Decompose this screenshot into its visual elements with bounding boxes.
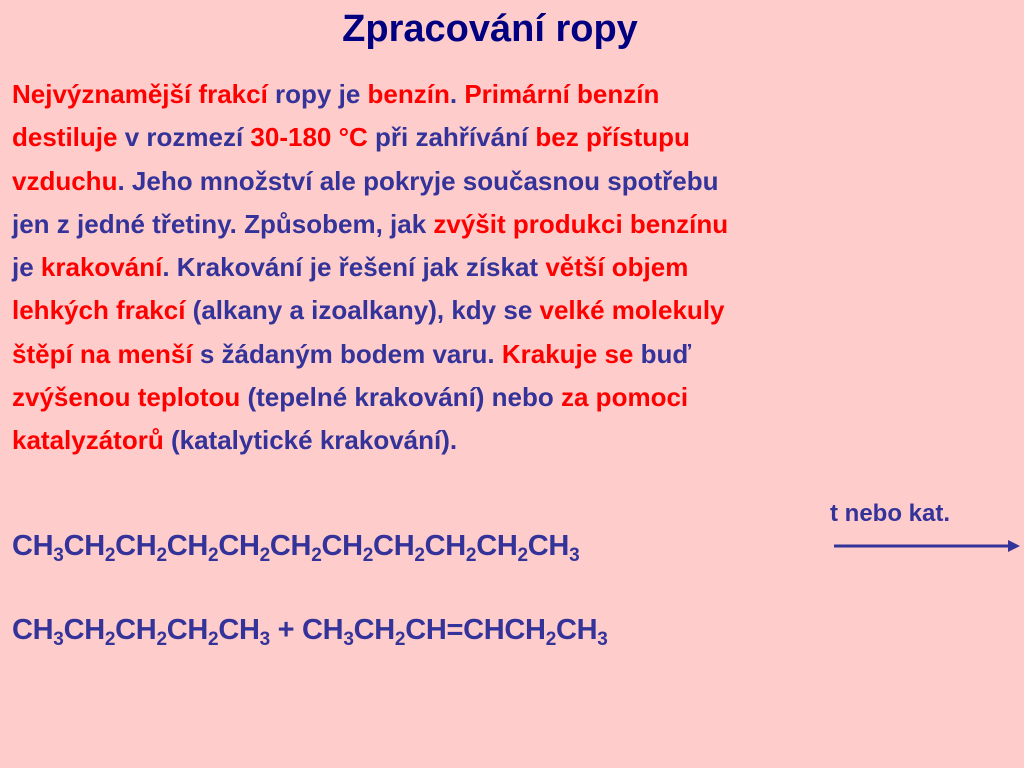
formula-subscript: 2 [394,629,406,650]
body-text: . [449,79,465,109]
paragraph-line [12,419,1017,462]
highlighted-text: zvýšenou teplotou [12,382,241,413]
slide-title: Zpracování ropy [342,8,638,50]
reactant-formula [12,530,580,566]
formula-subscript: 2 [362,545,374,566]
highlighted-text: velké molekuly [539,295,725,326]
formula-subscript: 3 [53,629,64,650]
paragraph-line [12,116,1017,159]
formula-text: CH [321,530,363,562]
body-text: (alkany a izoalkany), kdy se [185,295,540,326]
formula-text: CH=CHCH [405,614,546,646]
formula-text: CH [373,530,415,562]
body-text: při zahřívání [367,122,536,153]
products-formula [12,614,608,650]
body-text: . Jeho množství ale pokryje současnou spotřebu [117,165,719,196]
body-text: ropy je [267,79,368,109]
formula-subscript: 3 [569,545,580,566]
formula-subscript: 2 [465,545,477,566]
formula-text: CH [476,530,518,562]
body-text: je [12,252,41,283]
formula-text: CH [218,614,260,646]
paragraph-line [12,203,1017,246]
highlighted-text: Primární benzín [464,79,660,109]
formula-subscript: 2 [414,545,425,566]
formula-subscript: 2 [104,629,116,650]
arrow-head [1008,540,1020,552]
formula-text: + CH [269,614,344,646]
reaction-condition-label: t nebo kat. [830,500,951,527]
highlighted-text: větší objem [545,252,689,283]
formula-text: CH [115,530,157,562]
formula-subscript: 2 [208,629,219,650]
formula-text: CH [12,530,54,562]
body-text: s žádaným bodem varu. [192,338,502,369]
formula-subscript: 2 [208,545,219,566]
highlighted-text: štěpí na menší [12,338,193,369]
formula-text: CH [555,614,598,646]
highlighted-text: 30-180 °C [250,122,368,153]
reaction-arrow-group [830,500,1020,560]
body-text: v rozmezí [117,122,251,153]
formula-subscript: 2 [545,629,556,650]
body-text: (katalytické krakování). [163,425,458,456]
formula-text: CH [166,614,209,646]
body-text: . Krakování je řešení jak získat [162,252,546,283]
highlighted-text: katalyzátorů [12,425,164,456]
formula-subscript: 3 [343,629,354,650]
formula-text: CH [527,530,570,562]
formula-text: CH [424,530,466,562]
formula-text: CH [218,530,260,562]
formula-subscript: 2 [104,545,116,566]
formula-text: CH [63,530,105,562]
paragraph-line [12,73,1017,116]
formula-subscript: 2 [259,545,270,566]
highlighted-text: Nejvýznamější frakcí [12,79,268,109]
formula-subscript: 2 [156,545,167,566]
highlighted-text: krakování [40,252,163,283]
highlighted-text: vzduchu [12,165,118,196]
formula-text: CH [166,530,209,562]
highlighted-text: bez přístupu [535,122,690,153]
formula-subscript: 3 [597,629,608,650]
highlighted-text: lehkých frakcí [12,295,186,326]
body-text: jen z jedné třetiny. Způsobem, jak [12,208,434,239]
formula-subscript: 2 [156,629,167,650]
formula-text: CH [353,614,395,646]
formula-text: CH [115,614,157,646]
formula-subscript: 3 [53,545,64,566]
body-text: (tepelné krakování) nebo [240,382,561,413]
formula-text: CH [63,614,105,646]
highlighted-text: benzín [367,79,450,109]
reaction-arrow-icon [830,536,1020,556]
paragraph-line [12,333,1017,376]
formula-text: CH [269,530,312,562]
formula-subscript: 3 [259,629,270,650]
paragraph-line [12,376,1017,419]
body-paragraph [12,73,1017,463]
highlighted-text: zvýšit produkci benzínu [433,208,729,239]
formula-subscript: 2 [311,545,322,566]
formula-subscript: 2 [517,545,528,566]
highlighted-text: Krakuje se [501,338,634,369]
body-text: buď [633,338,692,369]
formula-text: CH [12,614,54,646]
paragraph-line [12,246,1017,289]
highlighted-text: destiluje [12,122,118,153]
highlighted-text: za pomoci [561,382,689,413]
paragraph-line [12,160,1017,203]
paragraph-line [12,289,1017,332]
